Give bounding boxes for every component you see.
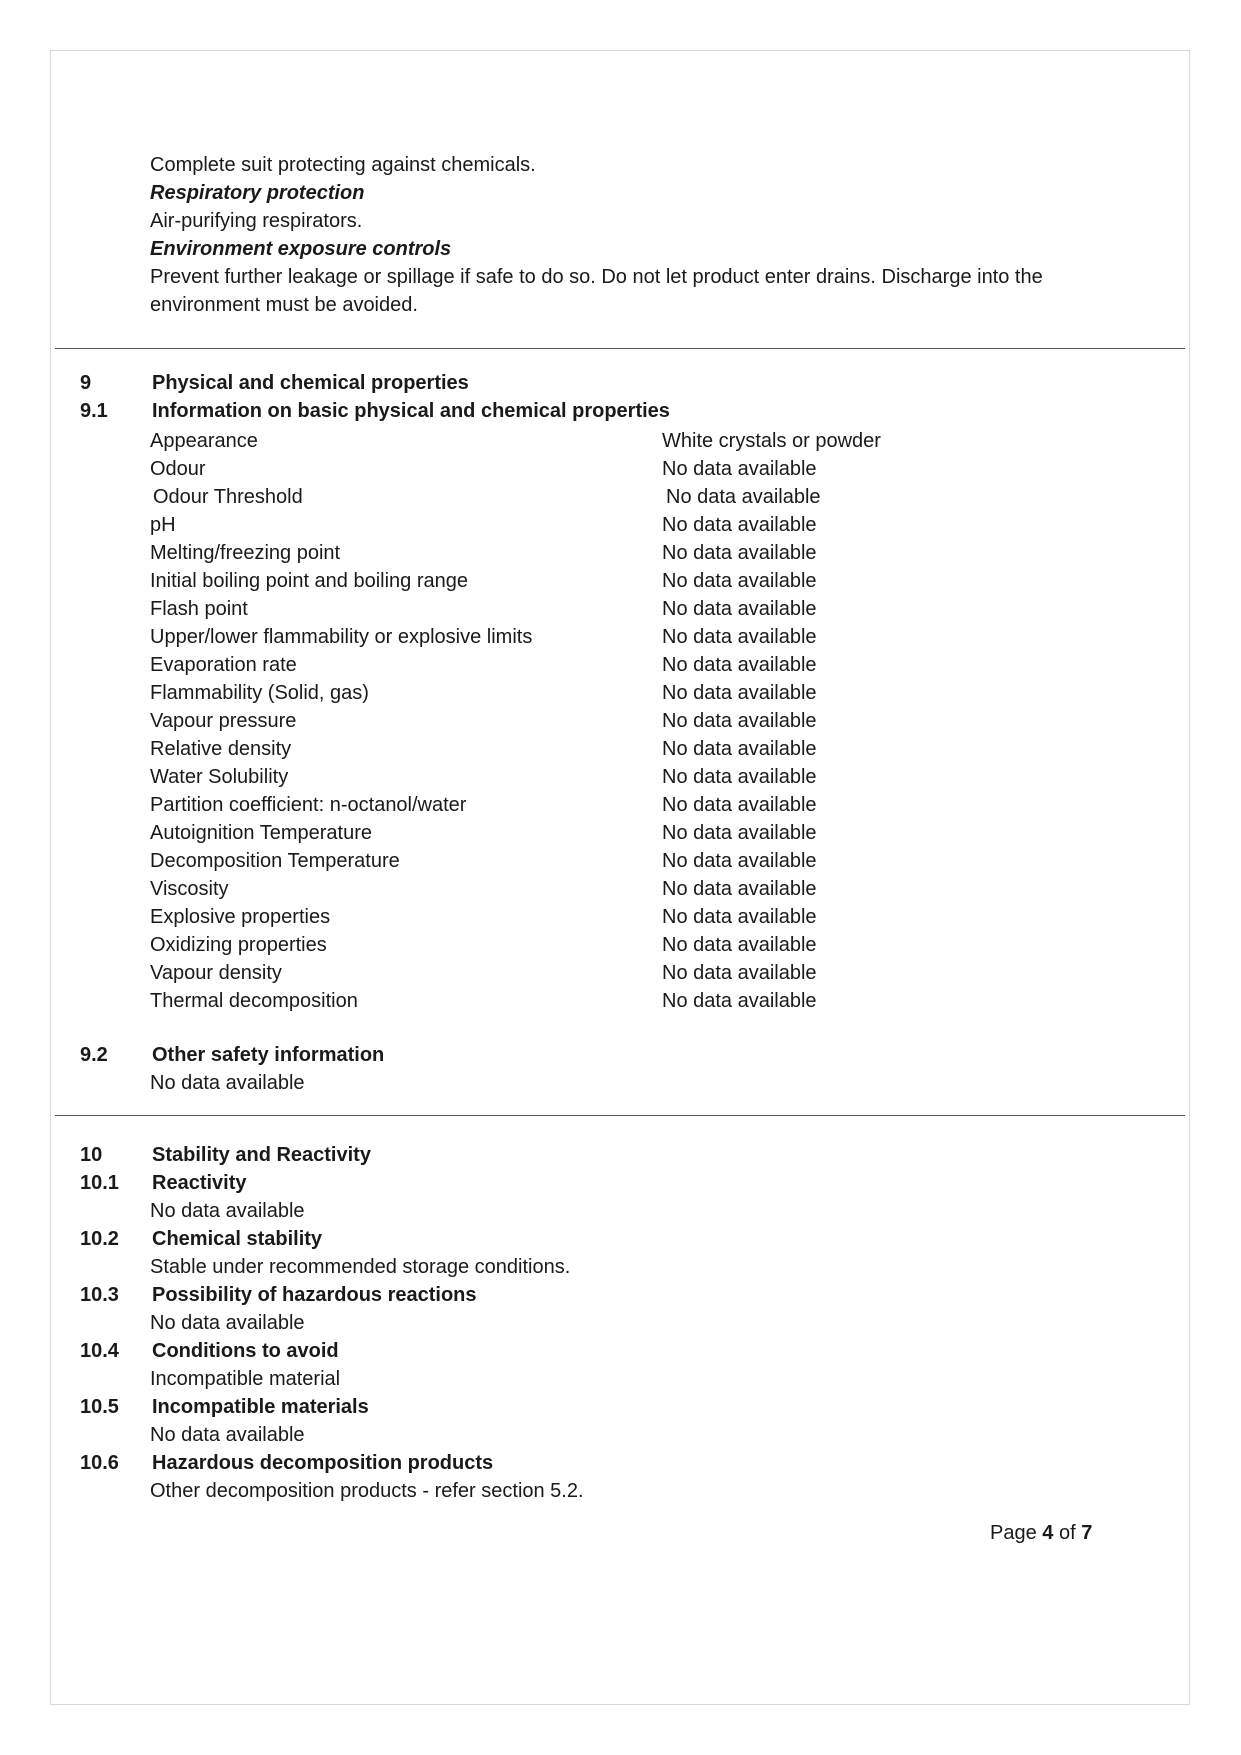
property-row xyxy=(150,959,950,987)
property-value: No data available xyxy=(662,542,817,564)
property-row xyxy=(150,819,950,847)
other-safety-text: No data available xyxy=(150,1072,305,1094)
property-value: No data available xyxy=(662,710,817,732)
subsection-title: Chemical stability xyxy=(152,1228,323,1250)
subsection-title: Hazardous decomposition products xyxy=(152,1452,494,1474)
property-row xyxy=(150,875,950,903)
property-label: Initial boiling point and boiling range xyxy=(150,570,469,592)
property-label: Autoignition Temperature xyxy=(150,822,372,844)
property-label: Odour xyxy=(150,458,206,480)
intro-block xyxy=(150,151,1070,319)
property-value: No data available xyxy=(662,906,817,928)
subsection-text: Incompatible material xyxy=(150,1368,341,1390)
page-of: of xyxy=(1053,1522,1082,1544)
property-label: Thermal decomposition xyxy=(150,990,358,1012)
subsection-title: Incompatible materials xyxy=(152,1396,369,1418)
property-value: No data available xyxy=(662,654,817,676)
property-row xyxy=(150,847,950,875)
respiratory-text: Air-purifying respirators. xyxy=(150,210,363,232)
subsection-title: Information on basic physical and chemical properties xyxy=(152,400,670,422)
page-prefix: Page xyxy=(990,1522,1043,1544)
property-row xyxy=(150,483,950,511)
property-row xyxy=(150,651,950,679)
subsection-text: Other decomposition products - refer section 5.2. xyxy=(150,1480,584,1502)
subsection-title: Other safety information xyxy=(152,1044,385,1066)
respiratory-heading: Respiratory protection xyxy=(150,182,365,204)
property-label: pH xyxy=(150,514,176,536)
property-row xyxy=(150,707,950,735)
property-value: No data available xyxy=(662,990,817,1012)
property-value: No data available xyxy=(662,794,817,816)
property-row xyxy=(150,427,950,455)
section-divider xyxy=(55,348,1185,349)
property-label: Appearance xyxy=(150,430,258,452)
property-row xyxy=(150,791,950,819)
subsection-text: No data available xyxy=(150,1424,305,1446)
property-row xyxy=(150,931,950,959)
property-row xyxy=(150,987,950,1015)
property-label: Flammability (Solid, gas) xyxy=(150,682,369,704)
subsection-number: 10.1 xyxy=(80,1172,119,1194)
property-row xyxy=(150,567,950,595)
property-row xyxy=(150,455,950,483)
subsection-number: 10.6 xyxy=(80,1452,119,1474)
property-label: Viscosity xyxy=(150,878,229,900)
property-label: Oxidizing properties xyxy=(150,934,327,956)
page-total: 7 xyxy=(1081,1522,1093,1544)
property-label: Vapour pressure xyxy=(150,710,297,732)
page-number xyxy=(990,1519,1092,1547)
property-value: No data available xyxy=(666,486,821,508)
property-value: No data available xyxy=(662,766,817,788)
property-label: Relative density xyxy=(150,738,292,760)
property-label: Water Solubility xyxy=(150,766,289,788)
property-label: Melting/freezing point xyxy=(150,542,341,564)
section-divider xyxy=(55,1115,1185,1116)
subsection-number: 10.3 xyxy=(80,1284,119,1306)
property-value: No data available xyxy=(662,570,817,592)
subsection-number: 9.2 xyxy=(80,1044,108,1066)
property-label: Odour Threshold xyxy=(153,486,303,508)
property-value: No data available xyxy=(662,822,817,844)
property-row xyxy=(150,679,950,707)
subsection-text: Stable under recommended storage conditions. xyxy=(150,1256,571,1278)
subsection-number: 10.4 xyxy=(80,1340,119,1362)
section-title: Stability and Reactivity xyxy=(152,1144,371,1166)
property-row xyxy=(150,903,950,931)
suit-text: Complete suit protecting against chemicals. xyxy=(150,154,536,176)
subsection-number: 10.5 xyxy=(80,1396,119,1418)
property-label: Decomposition Temperature xyxy=(150,850,400,872)
property-value: White crystals or powder xyxy=(662,430,881,452)
environment-text: Prevent further leakage or spillage if safe to do so. Do not let product enter drains. Discharge into the environment must be avoided. xyxy=(150,266,1043,316)
property-row xyxy=(150,735,950,763)
properties-table xyxy=(150,427,950,1015)
property-label: Explosive properties xyxy=(150,906,331,928)
property-value: No data available xyxy=(662,738,817,760)
environment-heading: Environment exposure controls xyxy=(150,238,452,260)
section-number: 10 xyxy=(80,1144,103,1166)
subsection-number: 10.2 xyxy=(80,1228,119,1250)
property-row xyxy=(150,539,950,567)
property-value: No data available xyxy=(662,626,817,648)
property-value: No data available xyxy=(662,878,817,900)
property-value: No data available xyxy=(662,514,817,536)
property-value: No data available xyxy=(662,850,817,872)
subsection-number: 9.1 xyxy=(80,400,108,422)
property-row xyxy=(150,595,950,623)
property-label: Flash point xyxy=(150,598,248,620)
property-label: Upper/lower flammability or explosive limits xyxy=(150,626,533,648)
property-row xyxy=(150,511,950,539)
subsection-text: No data available xyxy=(150,1200,305,1222)
property-value: No data available xyxy=(662,682,817,704)
subsection-title: Reactivity xyxy=(152,1172,247,1194)
property-value: No data available xyxy=(662,962,817,984)
page-current: 4 xyxy=(1042,1522,1054,1544)
section-title: Physical and chemical properties xyxy=(152,372,469,394)
property-label: Partition coefficient: n-octanol/water xyxy=(150,794,467,816)
property-value: No data available xyxy=(662,598,817,620)
subsection-title: Conditions to avoid xyxy=(152,1340,339,1362)
property-value: No data available xyxy=(662,934,817,956)
subsection-title: Possibility of hazardous reactions xyxy=(152,1284,477,1306)
property-row xyxy=(150,623,950,651)
property-label: Vapour density xyxy=(150,962,282,984)
subsection-text: No data available xyxy=(150,1312,305,1334)
property-value: No data available xyxy=(662,458,817,480)
property-row xyxy=(150,763,950,791)
section-number: 9 xyxy=(80,372,92,394)
property-label: Evaporation rate xyxy=(150,654,297,676)
